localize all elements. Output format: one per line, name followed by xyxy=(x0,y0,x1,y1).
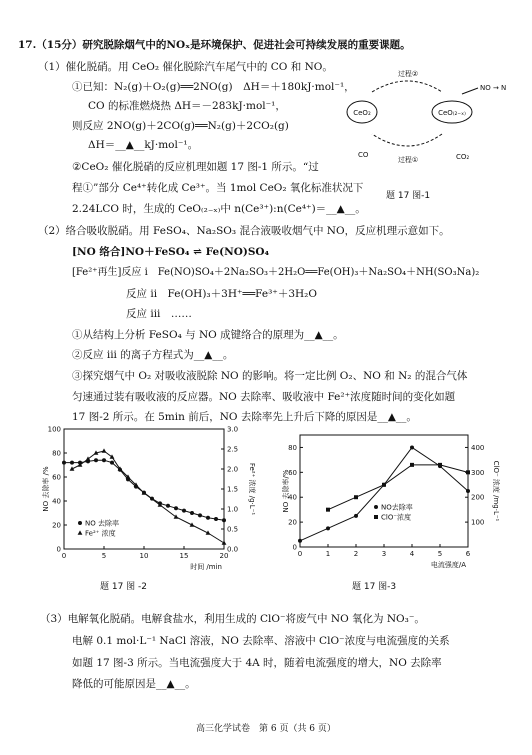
legend-label: NO去除率 xyxy=(381,503,413,512)
legend-marker xyxy=(78,530,83,534)
part2-c-line1: [NO 络合]NO＋FeSO₄ ⇌ Fe(NO)SO₄ xyxy=(72,246,270,258)
data-point xyxy=(354,514,358,518)
legend-label: ClO⁻浓度 xyxy=(381,513,412,522)
data-point xyxy=(438,463,442,467)
x-axis-label: 时间 /min xyxy=(190,563,222,571)
y-tick-label: 40 xyxy=(288,493,297,502)
y-tick-label: 100 xyxy=(47,425,61,434)
data-point xyxy=(174,514,179,518)
data-point xyxy=(70,461,74,465)
series-line xyxy=(64,460,224,520)
x-tick-label: 5 xyxy=(101,552,107,560)
no-to-n-label: NO → N xyxy=(480,84,507,92)
figure-1-caption: 题 17 图-1 xyxy=(386,191,431,201)
part1-b-line1: ②CeO₂ 催化脱硝的反应机理如题 17 图-1 所示。“过 xyxy=(72,161,319,173)
data-point xyxy=(190,511,194,515)
page-footer: 高三化学试卷 第 6 页（共 6 页） xyxy=(196,724,336,734)
part2-e-line3: 17 图-2 所示。在 5min 前后，NO 去除率先上升后下降的原因是__▲__。 xyxy=(72,411,417,423)
y2-tick-label: 3.0 xyxy=(227,425,239,434)
x-tick-label: 20 xyxy=(219,552,229,560)
y2-tick-label: 200 xyxy=(471,493,485,502)
data-point xyxy=(410,445,414,449)
y2-tick-label: 300 xyxy=(471,468,485,477)
process2-arc xyxy=(372,81,442,92)
data-point xyxy=(206,516,210,520)
x-tick-label: 0 xyxy=(61,552,67,560)
part3-line1: （3）电解氧化脱硝。电解食盐水，利用生成的 ClO⁻将废气中 NO 氧化为 NO₃⁻。 xyxy=(40,613,425,625)
plot-frame xyxy=(300,435,468,547)
y-tick-label: 0 xyxy=(292,543,297,552)
part1-b-line2: 程①”部分 Ce⁴⁺转化成 Ce³⁺。当 1mol CeO₂ 氧化标准状况下 xyxy=(72,182,364,194)
y2-tick-label: 400 xyxy=(471,443,485,452)
co-label: CO xyxy=(358,151,369,159)
data-point xyxy=(198,513,202,517)
x-tick-label: 4 xyxy=(409,550,415,558)
y-tick-label: 80 xyxy=(288,443,297,452)
part2-c-line3: 反应 ii Fe(OH)₃＋3H⁺══Fe³⁺＋3H₂O xyxy=(126,288,317,300)
figure-1-diagram xyxy=(338,62,518,182)
ceo2x-label: CeO₍₂₋ₓ₎ xyxy=(438,109,466,117)
data-point xyxy=(110,461,114,465)
x-tick-label: 15 xyxy=(179,552,189,560)
data-point xyxy=(382,483,386,487)
chart3-caption: 题 17 图-3 xyxy=(352,582,397,592)
data-point xyxy=(466,470,470,474)
part1-title: （1）催化脱硝。用 CeO₂ 催化脱除汽车尾气中的 CO 和 NO。 xyxy=(38,61,333,73)
part1-a-line1: ①已知：N₂(g)＋O₂(g)══2NO(g) ΔH＝＋180kJ·mol⁻¹， xyxy=(72,81,355,93)
data-point xyxy=(326,526,330,530)
part2-c-line4: 反应 iii …… xyxy=(126,308,192,320)
process1-label: 过程① xyxy=(397,156,419,164)
part2-d-line1: ①从结构上分析 FeSO₄ 与 NO 成键络合的原理为__▲__。 xyxy=(72,329,344,341)
process1-arc xyxy=(372,134,442,146)
part1-a-line2: CO 的标准燃烧热 ΔH＝－283kJ·mol⁻¹， xyxy=(88,100,286,112)
legend-label: Fe²⁺ 浓度 xyxy=(85,529,116,538)
x-tick-label: 0 xyxy=(297,550,303,558)
y-tick-label: 60 xyxy=(52,473,61,482)
x-tick-label: 5 xyxy=(437,550,443,558)
part3-line4: 降低的可能原因是__▲__。 xyxy=(72,678,196,690)
y2-axis-label: ClO⁻ 浓度 /mg·L⁻¹ xyxy=(492,460,500,522)
x-tick-label: 3 xyxy=(381,550,387,558)
legend-label: NO 去除率 xyxy=(85,519,119,528)
x-tick-label: 2 xyxy=(353,550,359,558)
data-point xyxy=(298,539,302,543)
data-point xyxy=(94,458,98,462)
x-tick-label: 10 xyxy=(139,552,149,560)
x-tick-label: 6 xyxy=(465,550,471,558)
y2-tick-label: 1.0 xyxy=(227,505,239,514)
y2-tick-label: 2.0 xyxy=(227,465,239,474)
y-tick-label: 20 xyxy=(52,521,61,530)
co2-label: CO₂ xyxy=(456,153,470,161)
data-point xyxy=(410,463,414,467)
data-point xyxy=(466,489,470,493)
chart-fig-17-3 xyxy=(280,425,510,575)
x-tick-label: 1 xyxy=(325,550,331,558)
part3-line3: 如题 17 图-3 所示。当电流强度大于 4A 时，随着电流强度的增大，NO 去除率 xyxy=(72,657,442,669)
y2-tick-label: 0.5 xyxy=(227,525,239,534)
y-tick-label: 20 xyxy=(288,518,297,527)
part3-line2: 电解 0.1 mol·L⁻¹ NaCl 溶液，NO 去除率、溶液中 ClO⁻浓度与电流强度的关系 xyxy=(72,635,450,647)
ceo2-label: CeO₂ xyxy=(353,109,371,117)
part2-e-line2: 匀速通过装有吸收液的反应器。NO 去除率、吸收液中 Fe²⁺浓度随时间的变化如题 xyxy=(72,391,456,403)
part2-e-line1: ③探究烟气中 O₂ 对吸收液脱除 NO 的影响。将一定比例 O₂、NO 和 N₂ 的混合气体 xyxy=(72,370,468,382)
data-point xyxy=(222,540,227,544)
part2-d-line2: ②反应 iii 的离子方程式为__▲__。 xyxy=(72,349,234,361)
data-point xyxy=(182,509,186,513)
y2-tick-label: 100 xyxy=(471,518,485,527)
y-axis-label: NO 去除率 /% xyxy=(42,466,50,512)
y2-axis-label: Fe²⁺ 浓度 /g·L⁻¹ xyxy=(248,462,256,516)
part1-b-line3: 2.24LCO 时，生成的 CeO₍₂₋ₓ₎中 n(Ce³⁺):n(Ce⁴⁺)＝__▲__。 xyxy=(72,203,366,215)
data-point xyxy=(110,454,115,458)
y-axis-label: NO 去除率/% xyxy=(282,469,290,513)
y-tick-label: 80 xyxy=(52,449,61,458)
data-point xyxy=(86,456,91,460)
process2-label: 过程② xyxy=(397,70,419,78)
legend-marker xyxy=(374,505,378,509)
y-tick-label: 60 xyxy=(288,468,297,477)
series-line xyxy=(300,447,468,540)
part2-c-line2: [Fe²⁺再生]反应 i Fe(NO)SO₄＋2Na₂SO₃＋2H₂O══Fe(OH)₃＋Na₂SO₄＋NH(SO₃Na)₂ xyxy=(72,267,480,278)
no-arrow xyxy=(462,88,478,94)
data-point xyxy=(354,495,358,499)
data-point xyxy=(62,461,66,465)
y-tick-label: 0 xyxy=(56,545,61,554)
part2-title: （2）络合吸收脱硝。用 FeSO₄、Na₂SO₃ 混合液吸收烟气中 NO，反应机理示意如下。 xyxy=(38,225,450,237)
y-tick-label: 40 xyxy=(52,497,61,506)
data-point xyxy=(174,506,178,510)
legend-marker xyxy=(78,521,82,525)
y2-tick-label: 1.5 xyxy=(227,485,239,494)
y2-tick-label: 2.5 xyxy=(227,445,239,454)
data-point xyxy=(102,458,106,462)
chart2-caption: 题 17 图 -2 xyxy=(100,582,148,592)
question-head: 17.（15分）研究脱除烟气中的NOₓ是环境保护、促进社会可持续发展的重要课题。 xyxy=(18,39,411,51)
legend-marker xyxy=(374,515,378,519)
data-point xyxy=(214,517,218,521)
part1-a-line4: ΔH＝__▲__kJ·mol⁻¹。 xyxy=(88,139,199,151)
y2-tick-label: 0.0 xyxy=(227,545,239,554)
part1-a-line3: 则反应 2NO(g)＋2CO(g)══N₂(g)＋2CO₂(g) xyxy=(72,120,289,132)
data-point xyxy=(166,504,170,508)
data-point xyxy=(326,508,330,512)
x-axis-label: 电流强度/A xyxy=(430,561,466,569)
chart-fig-17-2 xyxy=(40,425,260,575)
data-point xyxy=(102,448,107,452)
data-point xyxy=(222,518,226,522)
